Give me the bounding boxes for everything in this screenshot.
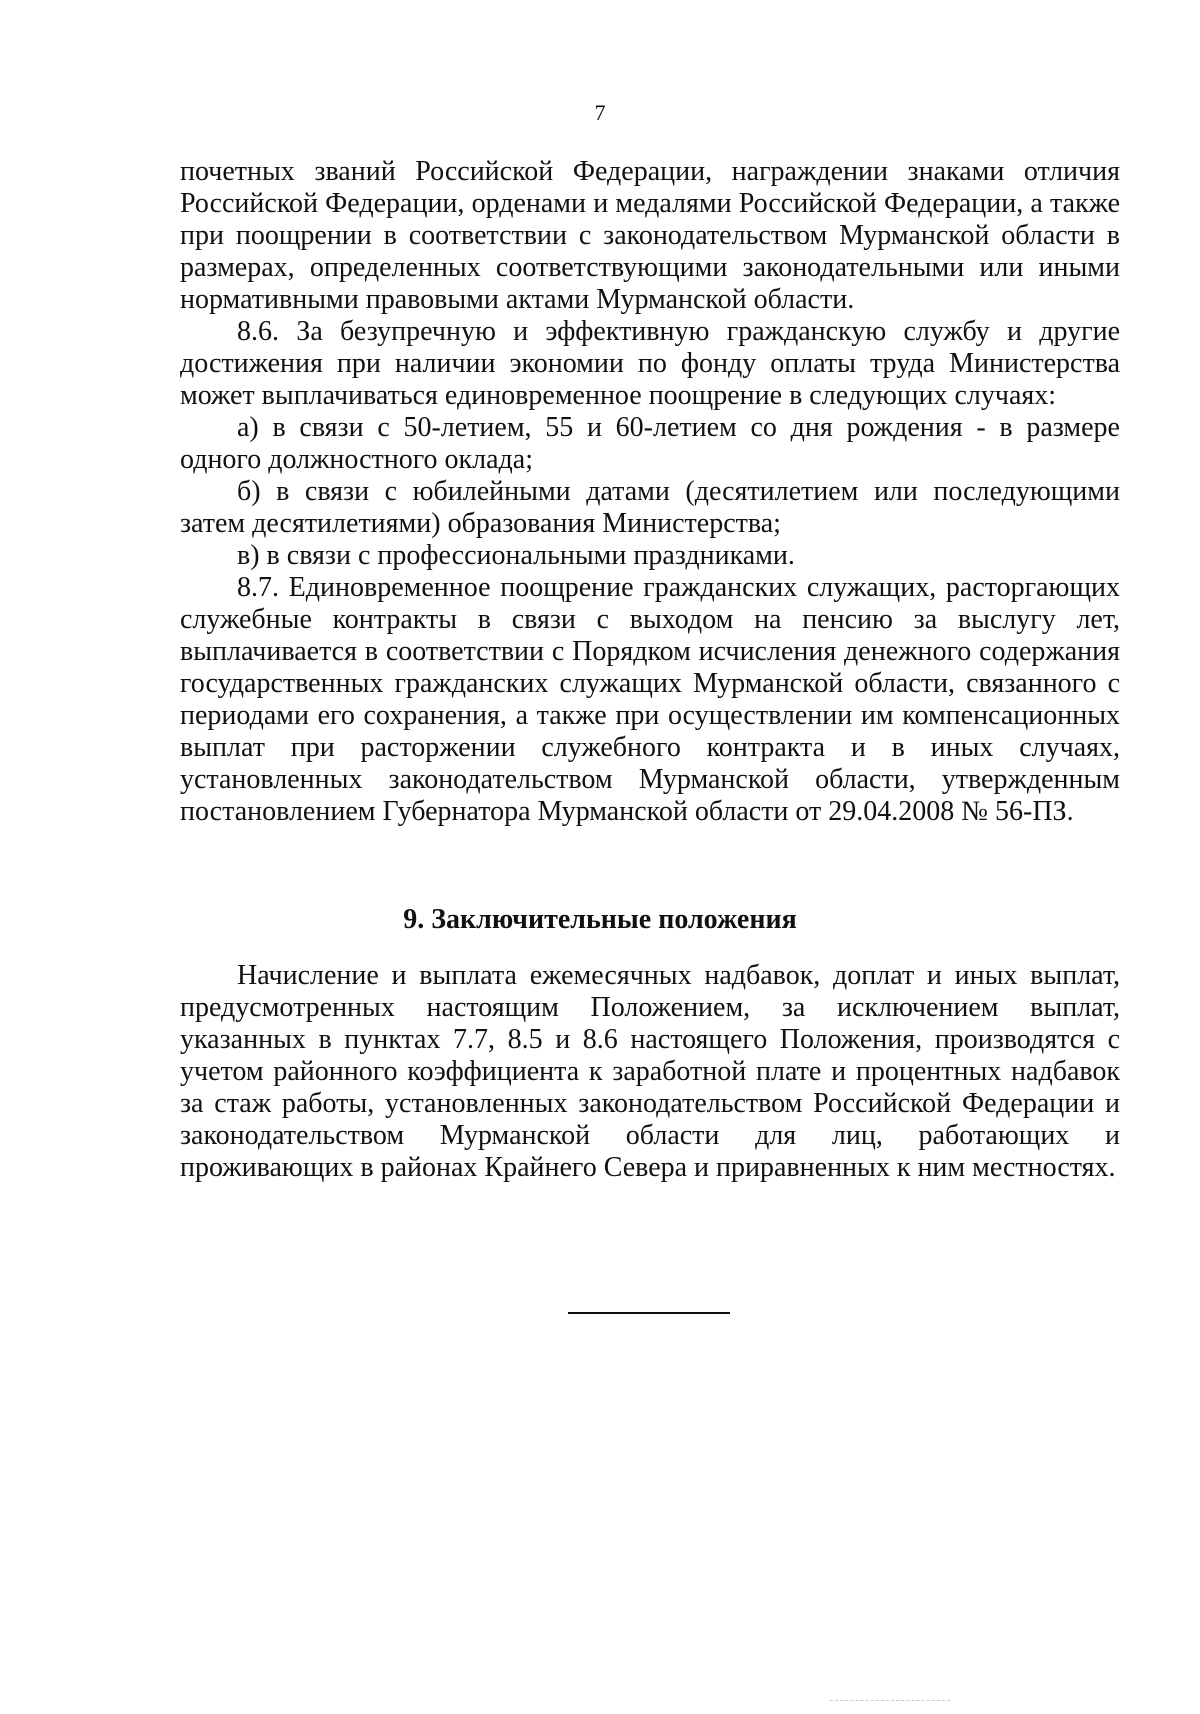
paragraph-8-6-b: б) в связи с юбилейными датами (десятилетием или последующими затем десятилетиями) образования Министерства; (180, 476, 1120, 539)
end-of-text-rule (568, 1312, 730, 1314)
section-9-title: 9. Заключительные положения (403, 904, 797, 935)
paragraph-8-6: 8.6. За безупречную и эффективную гражданскую службу и другие достижения при наличии экономии по фонду оплаты труда Министерства может выплачиваться единовременное поощрение в следующих случаях: (180, 316, 1120, 411)
scan-artifact (830, 1700, 950, 1701)
paragraph-8-6-v: в) в связи с профессиональными праздниками. (237, 540, 795, 571)
paragraph-8-7: 8.7. Единовременное поощрение гражданских служащих, расторгающих служебные контракты в связи с выходом на пенсию за выслугу лет, выплачивается в соответствии с Порядком исчисления денежного содержания государственных гражданских служащих Мурманской области, связанного с периодами его сохранения, а также при осуществлении им компенсационных выплат при расторжении служебного контракта и в иных случаях, установленных законодательством Мурманской области, утвержденным постановлением Губернатора Мурманской области от 29.04.2008 № 56-ПЗ. (180, 572, 1120, 827)
continuation-paragraph: почетных званий Российской Федерации, награждении знаками отличия Российской Федерации, орденами и медалями Российской Федерации, а также при поощрении в соответствии с законодательством Мурманской области в размерах, определенных соответствующими законодательными или иными нормативными правовыми актами Мурманской области. (180, 156, 1120, 315)
body-text (180, 156, 1120, 828)
paragraph-8-6-a: а) в связи с 50-летием, 55 и 60-летием со дня рождения - в размере одного должностного оклада; (180, 412, 1120, 475)
page-number: 7 (594, 100, 606, 125)
section-9-body (180, 960, 1120, 1184)
section-9-paragraph: Начисление и выплата ежемесячных надбавок, доплат и иных выплат, предусмотренных настоящим Положением, за исключением выплат, указанных в пунктах 7.7, 8.5 и 8.6 настоящего Положения, производятся с учетом районного коэффициента к заработной плате и процентных надбавок за стаж работы, установленных законодательством Российской Федерации и законодательством Мурманской области для лиц, работающих и проживающих в районах Крайнего Севера и приравненных к ним местностях. (180, 960, 1120, 1183)
